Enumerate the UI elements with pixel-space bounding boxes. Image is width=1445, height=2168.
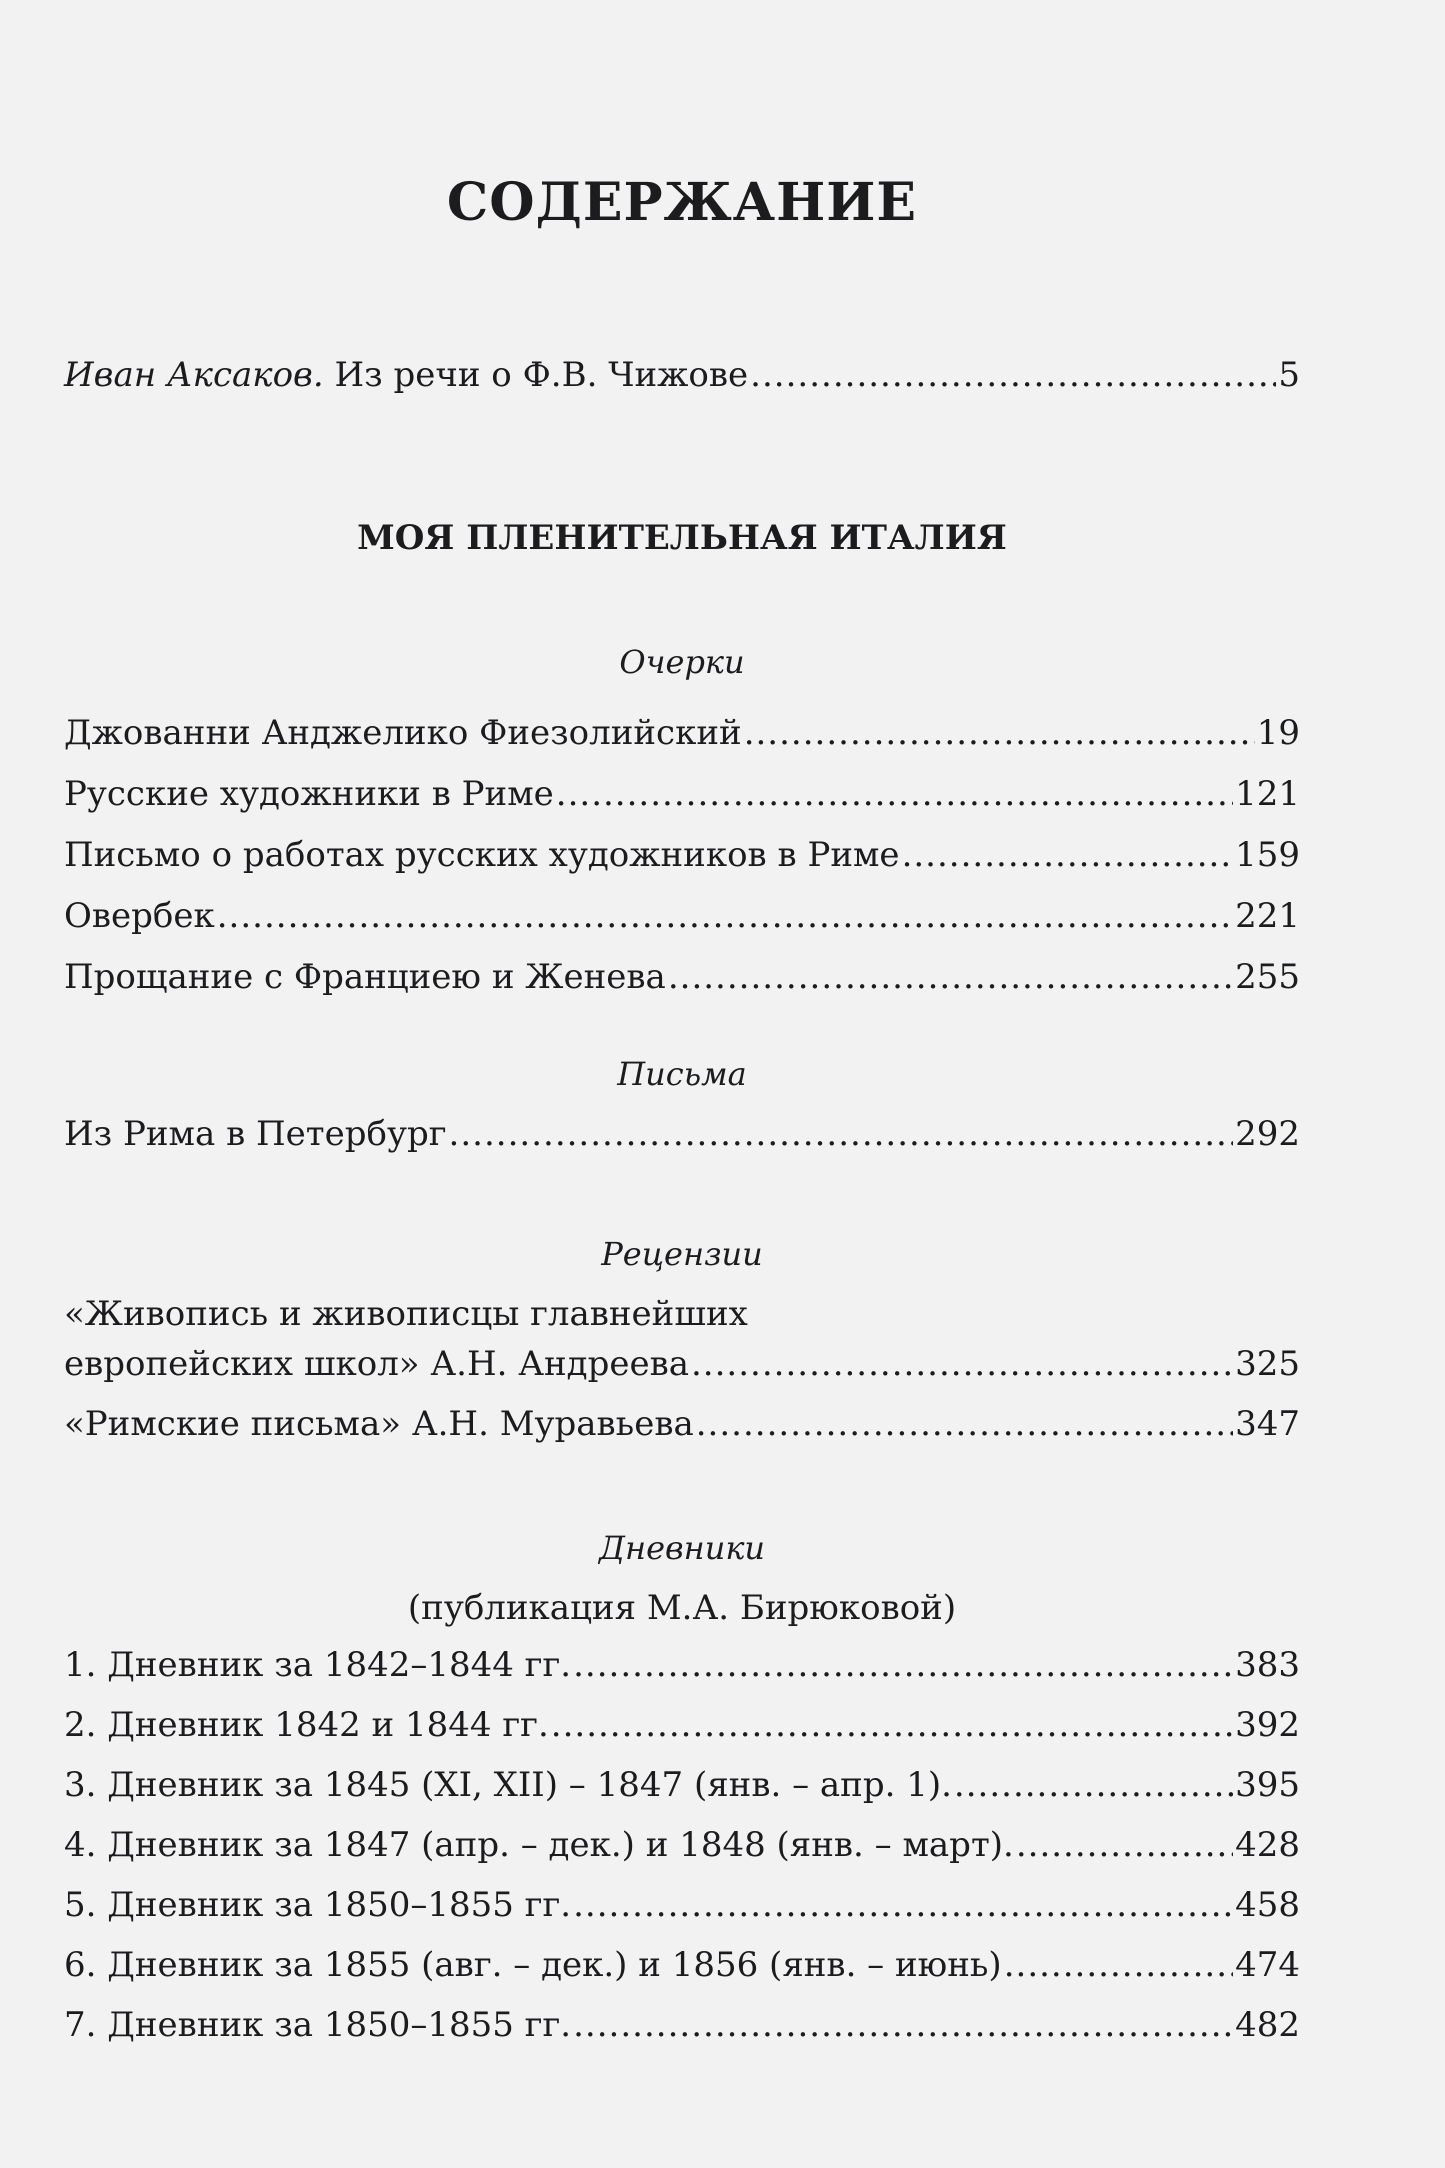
leader-dots — [668, 952, 1233, 1002]
entry-title — [64, 350, 748, 400]
page-number: 482 — [1235, 2005, 1300, 2045]
leader-dots — [217, 891, 1233, 941]
entry-title: Письмо о работах русских художников в Риме — [64, 835, 900, 875]
toc-entry[interactable] — [64, 1339, 1300, 1389]
leader-dots — [551, 1700, 1233, 1750]
leader-dots — [1004, 1940, 1233, 1990]
leader-dots — [750, 350, 1276, 400]
entry-title: Джованни Анджелико Фиезолийский — [64, 713, 742, 753]
toc-entry[interactable] — [64, 2000, 1300, 2050]
leader-dots — [696, 1399, 1233, 1449]
toc-entry[interactable] — [64, 1820, 1300, 1870]
entry-title: Овербек — [64, 896, 215, 936]
page-number: 347 — [1235, 1404, 1300, 1444]
entry-title: 7. Дневник за 1850–1855 гг. — [64, 2005, 572, 2045]
toc-entry[interactable] — [64, 1640, 1300, 1690]
entry-title-line1[interactable]: «Живопись и живописцы главнейших — [64, 1294, 748, 1334]
page-number: 458 — [1235, 1885, 1300, 1925]
toc-entry[interactable] — [64, 952, 1300, 1002]
publication-note: (публикация М.А. Бирюковой) — [407, 1588, 957, 1628]
entry-title: Из Рима в Петербург — [64, 1114, 447, 1154]
subsection-recenzii: Рецензии — [601, 1235, 763, 1273]
entry-title: 1. Дневник за 1842–1844 гг. — [64, 1645, 572, 1685]
subsection-dnevniki: Дневники — [598, 1529, 766, 1567]
entry-title: европейских школ» А.Н. Андреева — [64, 1344, 689, 1384]
toc-entry[interactable] — [64, 1880, 1300, 1930]
leader-dots — [573, 1640, 1233, 1690]
page-number: 395 — [1235, 1765, 1300, 1805]
toc-entry[interactable] — [64, 1760, 1300, 1810]
entry-title: 2. Дневник 1842 и 1844 гг. — [64, 1705, 549, 1745]
leader-dots — [449, 1109, 1234, 1159]
entry-title-text: Из речи о Ф.В. Чижове — [323, 355, 749, 395]
page-number: 428 — [1235, 1825, 1300, 1865]
toc-entry[interactable] — [64, 1399, 1300, 1449]
leader-dots — [1016, 1820, 1233, 1870]
toc-entry[interactable] — [64, 708, 1300, 758]
toc-entry[interactable] — [64, 891, 1300, 941]
leader-dots — [691, 1339, 1233, 1389]
entry-title: «Римские письма» А.Н. Муравьева — [64, 1404, 694, 1444]
page-number: 221 — [1235, 896, 1300, 936]
entry-title: Прощание с Франциею и Женева — [64, 957, 666, 997]
toc-entry[interactable] — [64, 1700, 1300, 1750]
entry-title: Русские художники в Риме — [64, 774, 554, 814]
page-number: 19 — [1256, 713, 1300, 753]
entry-title: 4. Дневник за 1847 (апр. – дек.) и 1848 (янв. – март). — [64, 1825, 1014, 1865]
toc-entry[interactable] — [64, 1940, 1300, 1990]
section-title: МОЯ ПЛЕНИТЕЛЬНАЯ ИТАЛИЯ — [357, 518, 1007, 558]
page-title: СОДЕРЖАНИЕ — [446, 172, 918, 233]
leader-dots — [954, 1760, 1233, 1810]
toc-entry[interactable] — [64, 830, 1300, 880]
page-number: 5 — [1278, 355, 1300, 395]
subsection-ocherki: Очерки — [619, 643, 745, 681]
entry-title: 6. Дневник за 1855 (авг. – дек.) и 1856 (янв. – июнь) — [64, 1945, 1002, 1985]
entry-author: Иван Аксаков. — [64, 355, 324, 395]
leader-dots — [556, 769, 1233, 819]
entry-title: 3. Дневник за 1845 (XI, XII) – 1847 (янв. – апр. 1). — [64, 1765, 952, 1805]
page-number: 325 — [1235, 1344, 1300, 1384]
page-number: 159 — [1235, 835, 1300, 875]
toc-entry-intro[interactable] — [64, 350, 1300, 400]
entry-title: 5. Дневник за 1850–1855 гг. — [64, 1885, 572, 1925]
page-number: 474 — [1235, 1945, 1300, 1985]
leader-dots — [573, 1880, 1233, 1930]
leader-dots — [744, 708, 1255, 758]
page-number: 121 — [1235, 774, 1300, 814]
page-number: 383 — [1235, 1645, 1300, 1685]
toc-entry[interactable] — [64, 769, 1300, 819]
page-number: 255 — [1235, 957, 1300, 997]
toc-entry[interactable] — [64, 1109, 1300, 1159]
leader-dots — [902, 830, 1234, 880]
subsection-pisma: Письма — [617, 1055, 747, 1093]
page-number: 292 — [1235, 1114, 1300, 1154]
contents-page — [64, 0, 1300, 2168]
page-number: 392 — [1235, 1705, 1300, 1745]
leader-dots — [573, 2000, 1233, 2050]
